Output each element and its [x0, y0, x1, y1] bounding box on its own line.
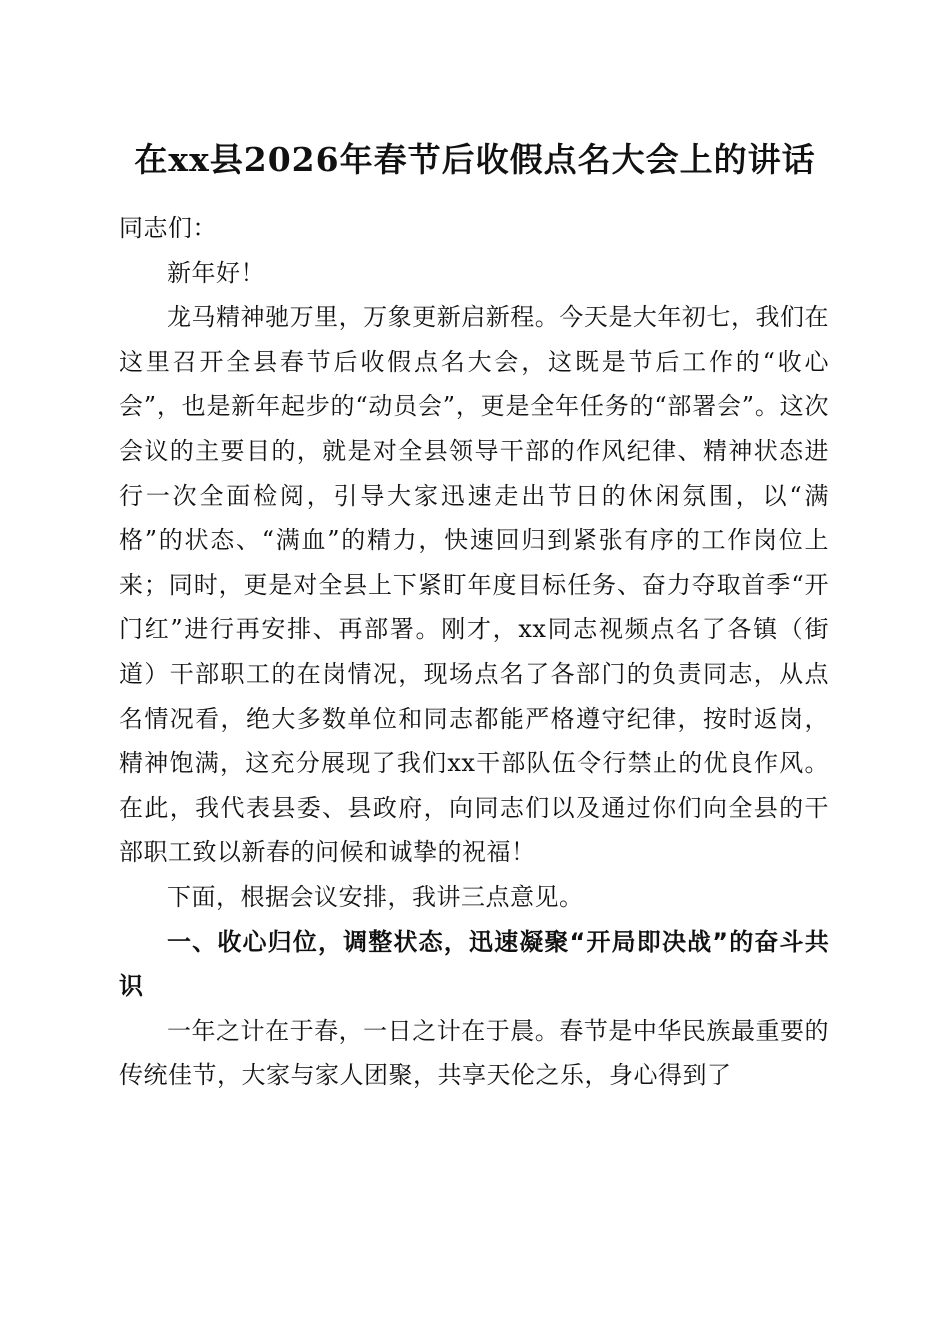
- opening-paragraph: 龙马精神驰万里，万象更新启新程。今天是大年初七，我们在这里召开全县春节后收假点名大会，这既是节后工作的“收心会”，也是新年起步的“动员会”，更是全年任务的“部署会”。这次会议的主要目的，就是对全县领导干部的作风纪律、精神状态进行一次全面检阅，引导大家迅速走出节日的休闲氛围，以“满格”的状态、“满血”的精力，快速回归到紧张有序的工作岗位上来；同时，更是对全县上下紧盯年度目标任务、奋力夺取首季“开门红”进行再安排、再部署。刚才，xx同志视频点名了各镇（街道）干部职工的在岗情况，现场点名了各部门的负责同志，从点名情况看，绝大多数单位和同志都能严格遵守纪律，按时返岗，精神饱满，这充分展现了我们xx干部队伍令行禁止的优良作风。在此，我代表县委、县政府，向同志们以及通过你们向全县的干部职工致以新春的问候和诚挚的祝福！: [119, 303, 829, 867]
- transition-paragraph: 下面，根据会议安排，我讲三点意见。: [167, 882, 584, 911]
- greeting-paragraph: 新年好！: [167, 258, 265, 287]
- section-1-paragraph: 一年之计在于春，一日之计在于晨。春节是中华民族最重要的传统佳节，大家与家人团聚，共享天伦之乐，身心得到了: [119, 1016, 829, 1090]
- salutation: 同志们：: [119, 214, 217, 242]
- document-title: 在xx县2026年春节后收假点名大会上的讲话: [134, 140, 816, 179]
- section-heading-1: 一、收心归位，调整状态，迅速凝聚“开局即决战”的奋斗共识: [119, 927, 829, 1001]
- document-body: [119, 206, 829, 1098]
